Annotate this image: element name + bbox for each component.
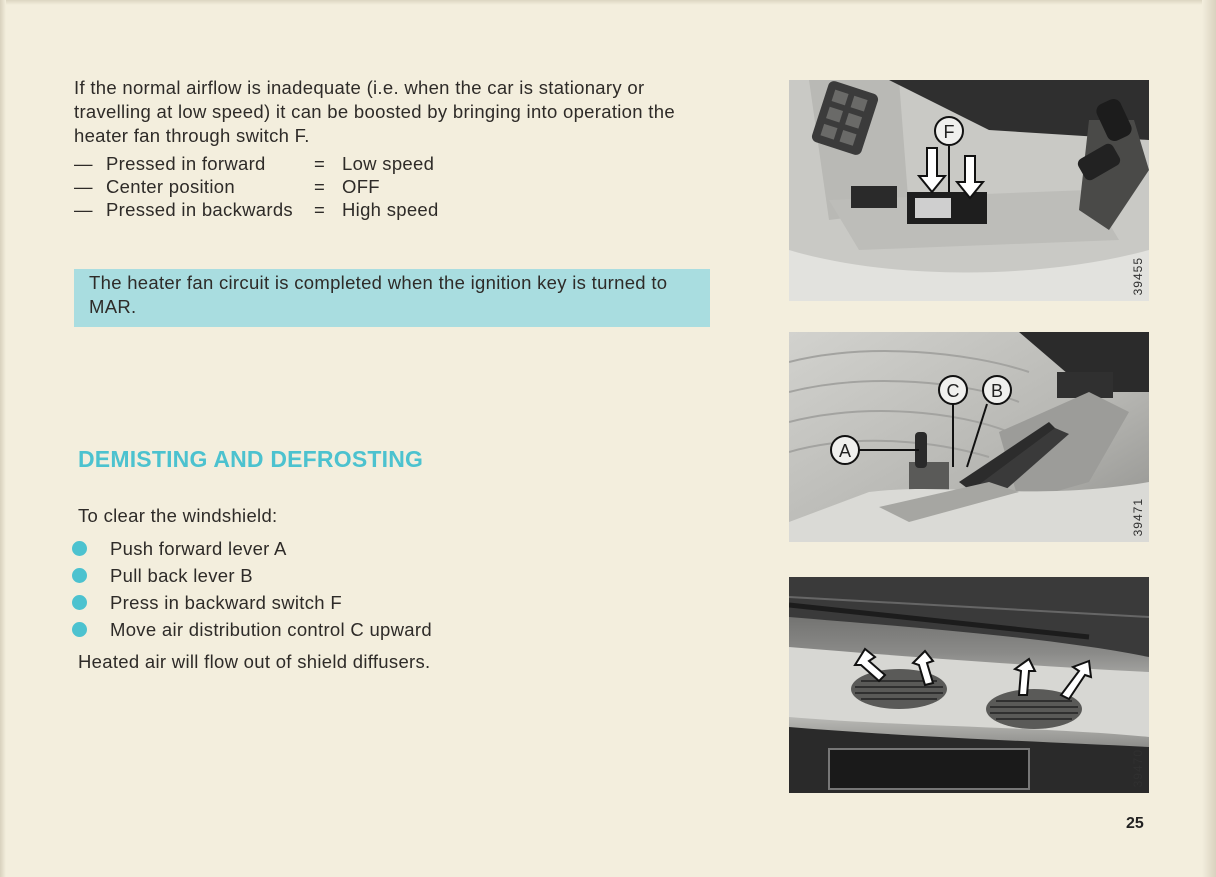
speed-row-low [74,152,439,175]
list-item [72,535,432,562]
speed-position: Pressed in backwards [106,199,293,220]
result-text: Heated air will flow out of shield diffusers. [78,651,431,672]
list-item [72,589,432,616]
step-text: Push forward lever A [110,537,287,559]
diffusers-illustration [789,577,1149,793]
callout-label: C [946,381,960,401]
speed-dash: — [74,176,93,197]
speed-dash: — [74,199,93,220]
speed-dash: — [74,153,93,174]
section-title: DEMISTING AND DEFROSTING [78,446,424,472]
list-item [72,616,432,643]
speed-position: Pressed in forward [106,153,266,174]
page-number: 25 [1126,815,1144,832]
bullet-dot-icon [72,622,87,637]
steps-intro: To clear the windshield: [78,505,278,526]
steps-list [72,535,432,643]
list-item [72,562,432,589]
figure-number: 39455 [1131,256,1145,295]
figure-number: 39470 [1131,748,1145,787]
speed-value: Low speed [342,153,435,174]
ignition-note: The heater fan circuit is completed when the ignition key is turned to MAR. [74,269,710,327]
speed-value: OFF [342,176,380,197]
step-text: Move air distribution control C upward [110,618,432,640]
speed-row-high [74,198,439,221]
callout-label: A [838,441,852,461]
speed-position: Center position [106,176,235,197]
speed-equals: = [314,153,326,174]
fan-switch-illustration [789,80,1149,301]
speed-value: High speed [342,199,439,220]
photo-levers [789,332,1149,542]
photo-diffusers [789,577,1149,793]
step-text: Press in backward switch F [110,591,342,613]
step-text: Pull back lever B [110,564,253,586]
speed-row-off [74,175,439,198]
bullet-dot-icon [72,541,87,556]
page-edge-top [0,0,1216,5]
levers-illustration [789,332,1149,542]
speed-equals: = [314,199,326,220]
speed-equals: = [314,176,326,197]
bullet-dot-icon [72,595,87,610]
figure-number: 39471 [1131,497,1145,536]
photo-fan-switch [789,80,1149,301]
speed-settings-list [74,152,439,221]
intro-paragraph: If the normal airflow is inadequate (i.e. when the car is stationary or travelling at low speed) it can be boosted by bringing into operation the heater fan through switch F. [74,77,675,146]
page-edge-right [1202,0,1216,877]
callout-label: B [990,381,1004,401]
bullet-dot-icon [72,568,87,583]
callout-label: F [943,122,955,142]
page-edge-left [0,0,6,877]
